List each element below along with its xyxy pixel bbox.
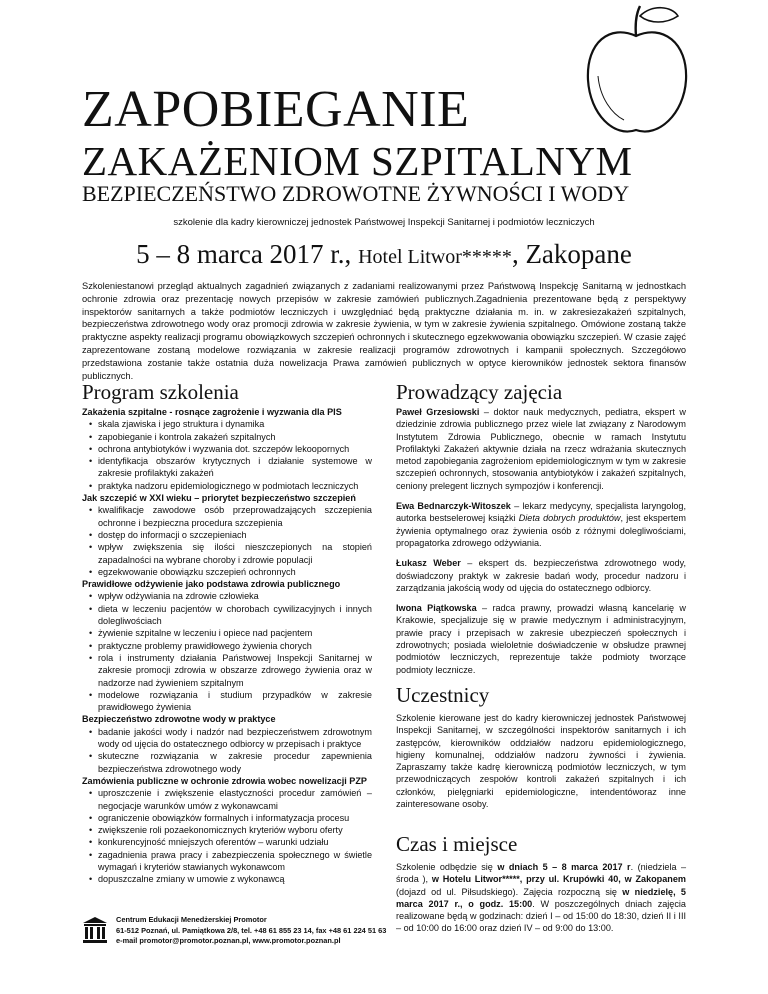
list-item: • badanie jakości wody i nadzór nad bezpieczeństwem zdrowotnym wody od ujęcia do ostatecznego odbiorcy w przepisach i praktyce <box>98 726 372 751</box>
program-heading: Program szkolenia <box>82 380 239 404</box>
footer-email[interactable]: e-mail promotor@promotor.poznan.pl, www.promotor.poznan.pl <box>116 936 341 945</box>
speaker-bio <box>396 602 686 676</box>
time-place-paragraph <box>396 861 686 935</box>
speakers-list <box>396 406 686 684</box>
list-item: • zagadnienia prawa pracy i zabezpieczenia społecznego w świetle wymagań i kryteriów stawianych wykonawcom <box>98 849 372 874</box>
program-section-title: Jak szczepić w XXI wieku – priorytet bezpieczeństwo szczepień <box>82 493 356 504</box>
event-city: , Zakopane <box>511 239 632 269</box>
list-item: • dostęp do informacji o szczepieniach <box>98 529 372 541</box>
footer-address: 61-512 Poznań, ul. Pamiątkowa 2/8, tel. +48 61 855 23 14, fax +48 61 224 51 63 <box>116 925 387 935</box>
book-title: Dieta dobrych produktów <box>518 513 621 524</box>
speaker-description: – lekarz medycyny, specjalista laryngolog, autorka bestselerowej książki <box>396 501 686 524</box>
program-section-title: Bezpieczeństwo zdrowotne wody w praktyce <box>82 714 276 725</box>
subtitle: szkolenie dla kadry kierowniczej jednostek Państwowej Inspekcji Sanitarnej i podmiotów leczniczych <box>173 217 595 228</box>
speakers-heading: Prowadzący zajęcia <box>396 380 563 404</box>
list-item: • dopuszczalne zmiany w umowie z wykonawcą <box>98 873 372 885</box>
list-item: • zwiększenie roli pozaekonomicznych kryteriów wyboru oferty <box>98 824 372 836</box>
participants-heading: Uczestnicy <box>396 683 490 707</box>
columns-logo-icon <box>82 916 108 944</box>
speaker-name: Łukasz Weber <box>396 558 461 569</box>
program-section-title: Zamówienia publiczne w ochronie zdrowia wobec nowelizacji PZP <box>82 775 367 786</box>
list-item: • rola i instrumenty działania Państwowej Inspekcji Sanitarnej w zakresie promocji zdrowia w obszarze zdrowego żywienia oraz w nadzorze nad żywieniem szpitalnym <box>98 652 372 689</box>
speaker-description: – doktor nauk medycznych, pediatra, ekspert w dziedzinie zdrowia publicznego przez wiele lat związany z Narodowym Instytutem Zdrowia Publicznego, obecnie w ramach Instytutu Profilaktyki Zakażeń aktywnie działa na rzecz wdrażania skutecznych metod zapobiegania zagrożeniom epidemiologicznym w tym w zakresie szczepień ochronnych, stosowania antybiotyków i zakażeń szpitalnych, ceniony prelegent licznych sympozjów i konferencji. <box>396 407 686 491</box>
speaker-bio <box>396 500 686 549</box>
event-hotel: Hotel Litwor***** <box>358 246 512 268</box>
time-place-heading: Czas i miejsce <box>396 832 518 856</box>
list-item: • skuteczne rozwiązania w zakresie procedur zapewnienia bezpieczeństwa zdrowotnego wody <box>98 750 372 775</box>
time-place-text <box>396 861 686 943</box>
list-item: • uproszczenie i zwiększenie elastyczności procedur zamówień – negocjacje warunków umów z wykonawcami <box>98 787 372 812</box>
speaker-bio <box>396 557 686 594</box>
start-time-bold: w niedzielę, 5 marca 2017 r., o godz. 15:00 <box>396 886 686 909</box>
list-item: • ochrona antybiotyków i wyzwania dot. szczepów lekoopornych <box>98 443 372 455</box>
event-dates: 5 – 8 marca 2017 r., <box>136 239 359 269</box>
participants-paragraph: Szkolenie kierowane jest do kadry kierowniczej jednostek Państwowej Inspekcji Sanitarnej, w szczególności inspektorów sanitarnych i ich zastępców, kierowników oddziałów nadzoru epidemiologicznego, higieny komunalnej, oddziałów nadzoru żywności i żywienia. Zapraszamy także kadrę kierowniczą podmiotów leczniczych, w tym przewodniczących zespołów kontroli zakażeń szpitalnych i ich członków, pielęgniarki epidemiologiczne, intendentóworaz inne zainteresowane osoby. <box>396 713 686 810</box>
footer-contact <box>116 915 386 947</box>
program-section-title: Prawidłowe odżywienie jako podstawa zdrowia publicznego <box>82 579 341 590</box>
list-item: • kwalifikacje zawodowe osób przeprowadzających szczepienia ochronne i bezpieczna procedura szczepienia <box>98 504 372 529</box>
text-run: (dojazd od ul. Piłsudskiego). Zajęcia rozpoczną się <box>396 886 623 897</box>
list-item: • praktyka nadzoru epidemiologicznego w podmiotach leczniczych <box>98 480 372 492</box>
list-item: • egzekwowanie obowiązku szczepień ochronnych <box>98 566 372 578</box>
list-item: • konkurencyjność mniejszych oferentów – warunki udziału <box>98 836 372 848</box>
speaker-name: Iwona Piątkowska <box>396 603 477 614</box>
speaker-description: – radca prawny, prowadzi własną kancelarię w Krakowie, specjalizuje się w prawie medycznym i administracyjnym, prawie pracy i przepisach w zakresie ubezpieczeń społecznych i zdrowotnych; posiada wieloletnie doświadczenie w obsłudze prawnej podmiotów leczniczych, reprezentuje także podmioty tworzące podmioty lecznicze. <box>396 603 686 675</box>
event-line <box>0 237 768 274</box>
list-item: • zapobieganie i kontrola zakażeń szpitalnych <box>98 431 372 443</box>
text-run: . (niedziela – środa ), <box>396 862 687 885</box>
title-line-1: ZAPOBIEGANIE <box>82 81 470 138</box>
participants-text <box>396 712 686 818</box>
list-item: • praktyczne problemy prawidłowego żywienia chorych <box>98 640 372 652</box>
apple-illustration <box>580 2 692 142</box>
intro-paragraph: Szkoleniestanowi przegląd aktualnych zagadnień związanych z zadaniami realizowanymi przez Państwową Inspekcję Sanitarną w jednostkach ochronie zdrowia oraz prezentację nowych przepisów w zakresie zamówień publicznych.Zagadnienia prezentowane będą z perspektywy inspektorów sanitarnych a także podmiotów leczniczych i uwzględniać będą praktyczne działania m. in. w zakresiezakażeń szpitalnych, bezpieczeństwa zdrowotnego wody oraz promocji zdrowia w zakresie żywienia, w tym w zakresie żywienia szpitalnego. Omówione zostaną także praktyczne aspekty realizacji programu obowiązkowych szczepień ochronnych i skutecznego egzekwowania obowiązku szczepień. W czasie zajęć zaprezentowane zostaną modelowe rozwiązania w zakresie realizacji programów zdrowotnych i kampanii społecznych. Szczegółowo przedstawiona zostanie także ostatnia duża nowelizacja Prawa zamówień publicznych w optyce kierowników jednostek sektora finansów publicznych. <box>82 281 686 381</box>
speaker-name: Paweł Grzesiowski <box>396 407 480 417</box>
list-item: • skala zjawiska i jego struktura i dynamika <box>98 418 372 430</box>
text-run: Szkolenie odbędzie się <box>396 862 498 872</box>
speaker-bio <box>396 406 686 492</box>
list-item: • żywienie szpitalne w leczeniu i opiece nad pacjentem <box>98 627 372 639</box>
speaker-description: – ekspert ds. bezpieczeństwa zdrowotnego wody, doświadczony praktyk w zakresie badań wody, procedur nadzoru i zarządzania jakością wody od ujęcia do ostatecznego odbiorcy. <box>396 558 686 593</box>
program-section-title: Zakażenia szpitalne - rosnące zagrożenie i wyzwania dla PIS <box>82 407 342 417</box>
footer-org: Centrum Edukacji Menedżerskiej Promotor <box>116 915 267 924</box>
list-item: • modelowe rozwiązania i studium przypadków w zakresie prawidłowego żywienia <box>98 689 372 714</box>
title-line-2: ZAKAŻENIOM SZPITALNYM <box>82 138 633 184</box>
venue-bold: w Hotelu Litwor*****, przy ul. Krupówki 40, w Zakopanem <box>431 874 686 885</box>
list-item: • ograniczenie obowiązków formalnych i informatyzacja procesu <box>98 812 372 824</box>
speaker-name: Ewa Bednarczyk-Witoszek <box>396 501 511 512</box>
footer <box>82 912 402 952</box>
list-item: • wpływ zwiększenia się ilości nieszczepionych na stopień zapadalności na wybrane choroby i zdrowie populacji <box>98 541 372 566</box>
event-dates-bold: w dniach 5 – 8 marca 2017 r <box>497 862 631 872</box>
list-item: • identyfikacja obszarów krytycznych i działanie systemowe w zakresie profilaktyki zakażeń <box>98 455 372 480</box>
title-line-3: BEZPIECZEŃSTWO ZDROWOTNE ŻYWNOŚCI I WODY <box>82 181 630 206</box>
list-item: • dieta w leczeniu pacjentów w chorobach cywilizacyjnych i innych dolegliwościach <box>98 603 372 628</box>
text-run: . W poszczególnych dniach zajęcia realizowane będą w godzinach: dzień I – od 15:00 do 18:30, dzień II i III – od 10:00 do 16:00 oraz dzień IV – od 9:00 do 13:00. <box>396 898 686 934</box>
list-item: • wpływ odżywiania na zdrowie człowieka <box>98 590 372 602</box>
program-list <box>82 406 372 886</box>
speaker-description: , jest ekspertem żywienia optymalnego oraz żywienia osób z różnymi dolegliwościami, propagatorka zdrowego odżywiania. <box>396 513 686 548</box>
